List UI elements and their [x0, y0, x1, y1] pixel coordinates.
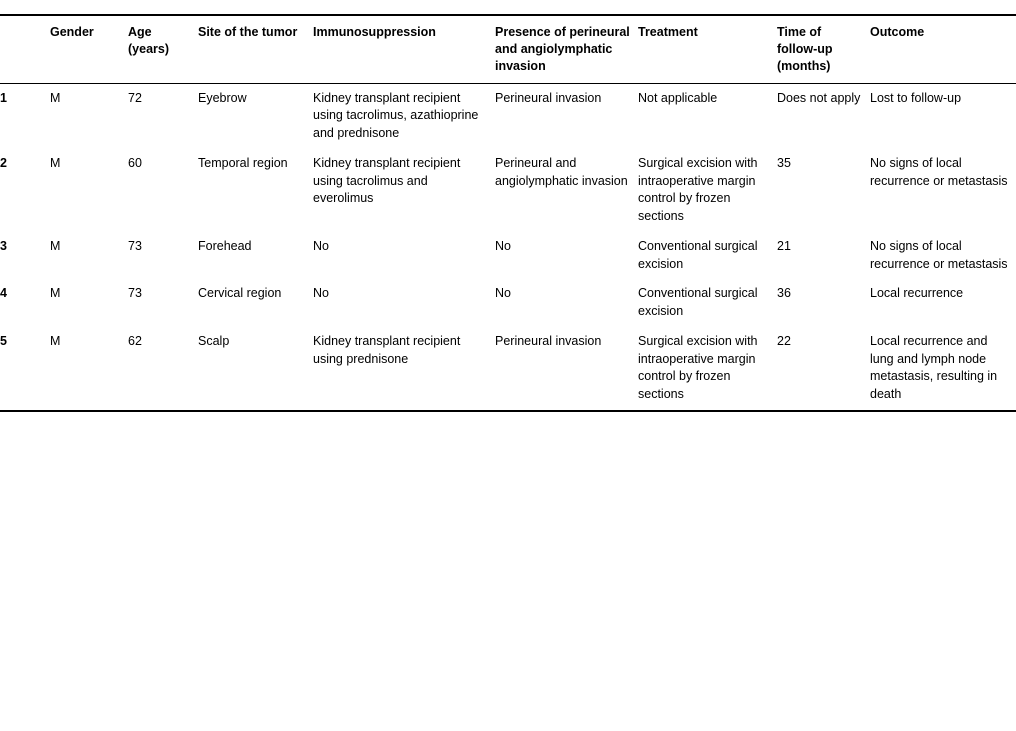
cell-gender: M [50, 155, 61, 170]
cell-site: Scalp [198, 333, 230, 348]
cell-treatment: Surgical excision with intraoperative margin control by frozen sections [638, 333, 758, 402]
cell-site: Eyebrow [198, 90, 247, 105]
cell-age: 73 [128, 286, 142, 301]
cell-outcome: Local recurrence [870, 286, 964, 301]
clinical-data-table [0, 14, 1016, 412]
cell-gender: M [50, 238, 61, 253]
column-header-followup: Time of follow-up (months) [777, 25, 833, 73]
cell-followup: 36 [777, 286, 791, 301]
column-header-site: Site of the tumor [198, 25, 298, 39]
cell-gender: M [50, 286, 61, 301]
cell-index: 4 [0, 286, 7, 301]
cell-invasion: Perineural invasion [495, 90, 602, 105]
cell-index: 1 [0, 90, 7, 105]
cell-age: 73 [128, 238, 142, 253]
cell-age: 72 [128, 90, 142, 105]
column-header-gender: Gender [50, 25, 94, 39]
table-body [0, 83, 1016, 411]
cell-index: 5 [0, 333, 7, 348]
cell-invasion: Perineural invasion [495, 333, 602, 348]
table-header [0, 15, 1016, 83]
column-header-outcome: Outcome [870, 25, 925, 39]
cell-gender: M [50, 90, 61, 105]
table-row [0, 232, 1016, 280]
table-row [0, 149, 1016, 232]
cell-age: 60 [128, 155, 142, 170]
cell-treatment: Surgical excision with intraoperative margin control by frozen sections [638, 155, 758, 224]
cell-followup: 22 [777, 333, 791, 348]
column-header-index [0, 15, 50, 83]
cell-outcome: Local recurrence and lung and lymph node metastasis, resulting in death [870, 333, 998, 402]
top-spacer [0, 0, 1016, 14]
cell-treatment: Conventional surgical excision [638, 238, 758, 271]
table-header-row [0, 15, 1016, 83]
cell-gender: M [50, 333, 61, 348]
cell-immunosuppression: No [313, 238, 329, 253]
cell-site: Cervical region [198, 286, 282, 301]
cell-invasion: No [495, 238, 511, 253]
cell-treatment: Not applicable [638, 90, 718, 105]
table-row [0, 327, 1016, 411]
cell-outcome: No signs of local recurrence or metastasis [870, 238, 1008, 271]
cell-treatment: Conventional surgical excision [638, 286, 758, 319]
column-header-treatment: Treatment [638, 25, 698, 39]
cell-site: Temporal region [198, 155, 288, 170]
table-row [0, 279, 1016, 327]
cell-invasion: No [495, 286, 511, 301]
cell-outcome: Lost to follow-up [870, 90, 962, 105]
cell-age: 62 [128, 333, 142, 348]
cell-site: Forehead [198, 238, 252, 253]
cell-immunosuppression: Kidney transplant recipient using tacrolimus, azathioprine and prednisone [313, 90, 479, 141]
cell-index: 3 [0, 238, 7, 253]
cell-followup: Does not apply [777, 90, 861, 105]
cell-invasion: Perineural and angiolymphatic invasion [495, 155, 628, 188]
column-header-invasion: Presence of perineural and angiolymphatic invasion [495, 25, 630, 73]
column-header-age: Age (years) [128, 25, 169, 56]
cell-followup: 21 [777, 238, 791, 253]
column-header-immunosuppression: Immunosuppression [313, 25, 436, 39]
cell-index: 2 [0, 155, 7, 170]
table-row [0, 83, 1016, 149]
cell-immunosuppression: Kidney transplant recipient using tacrolimus and everolimus [313, 155, 461, 206]
cell-immunosuppression: No [313, 286, 329, 301]
cell-immunosuppression: Kidney transplant recipient using prednisone [313, 333, 461, 366]
cell-outcome: No signs of local recurrence or metastasis [870, 155, 1008, 188]
clinical-data-table-container [0, 14, 1016, 412]
cell-followup: 35 [777, 155, 791, 170]
